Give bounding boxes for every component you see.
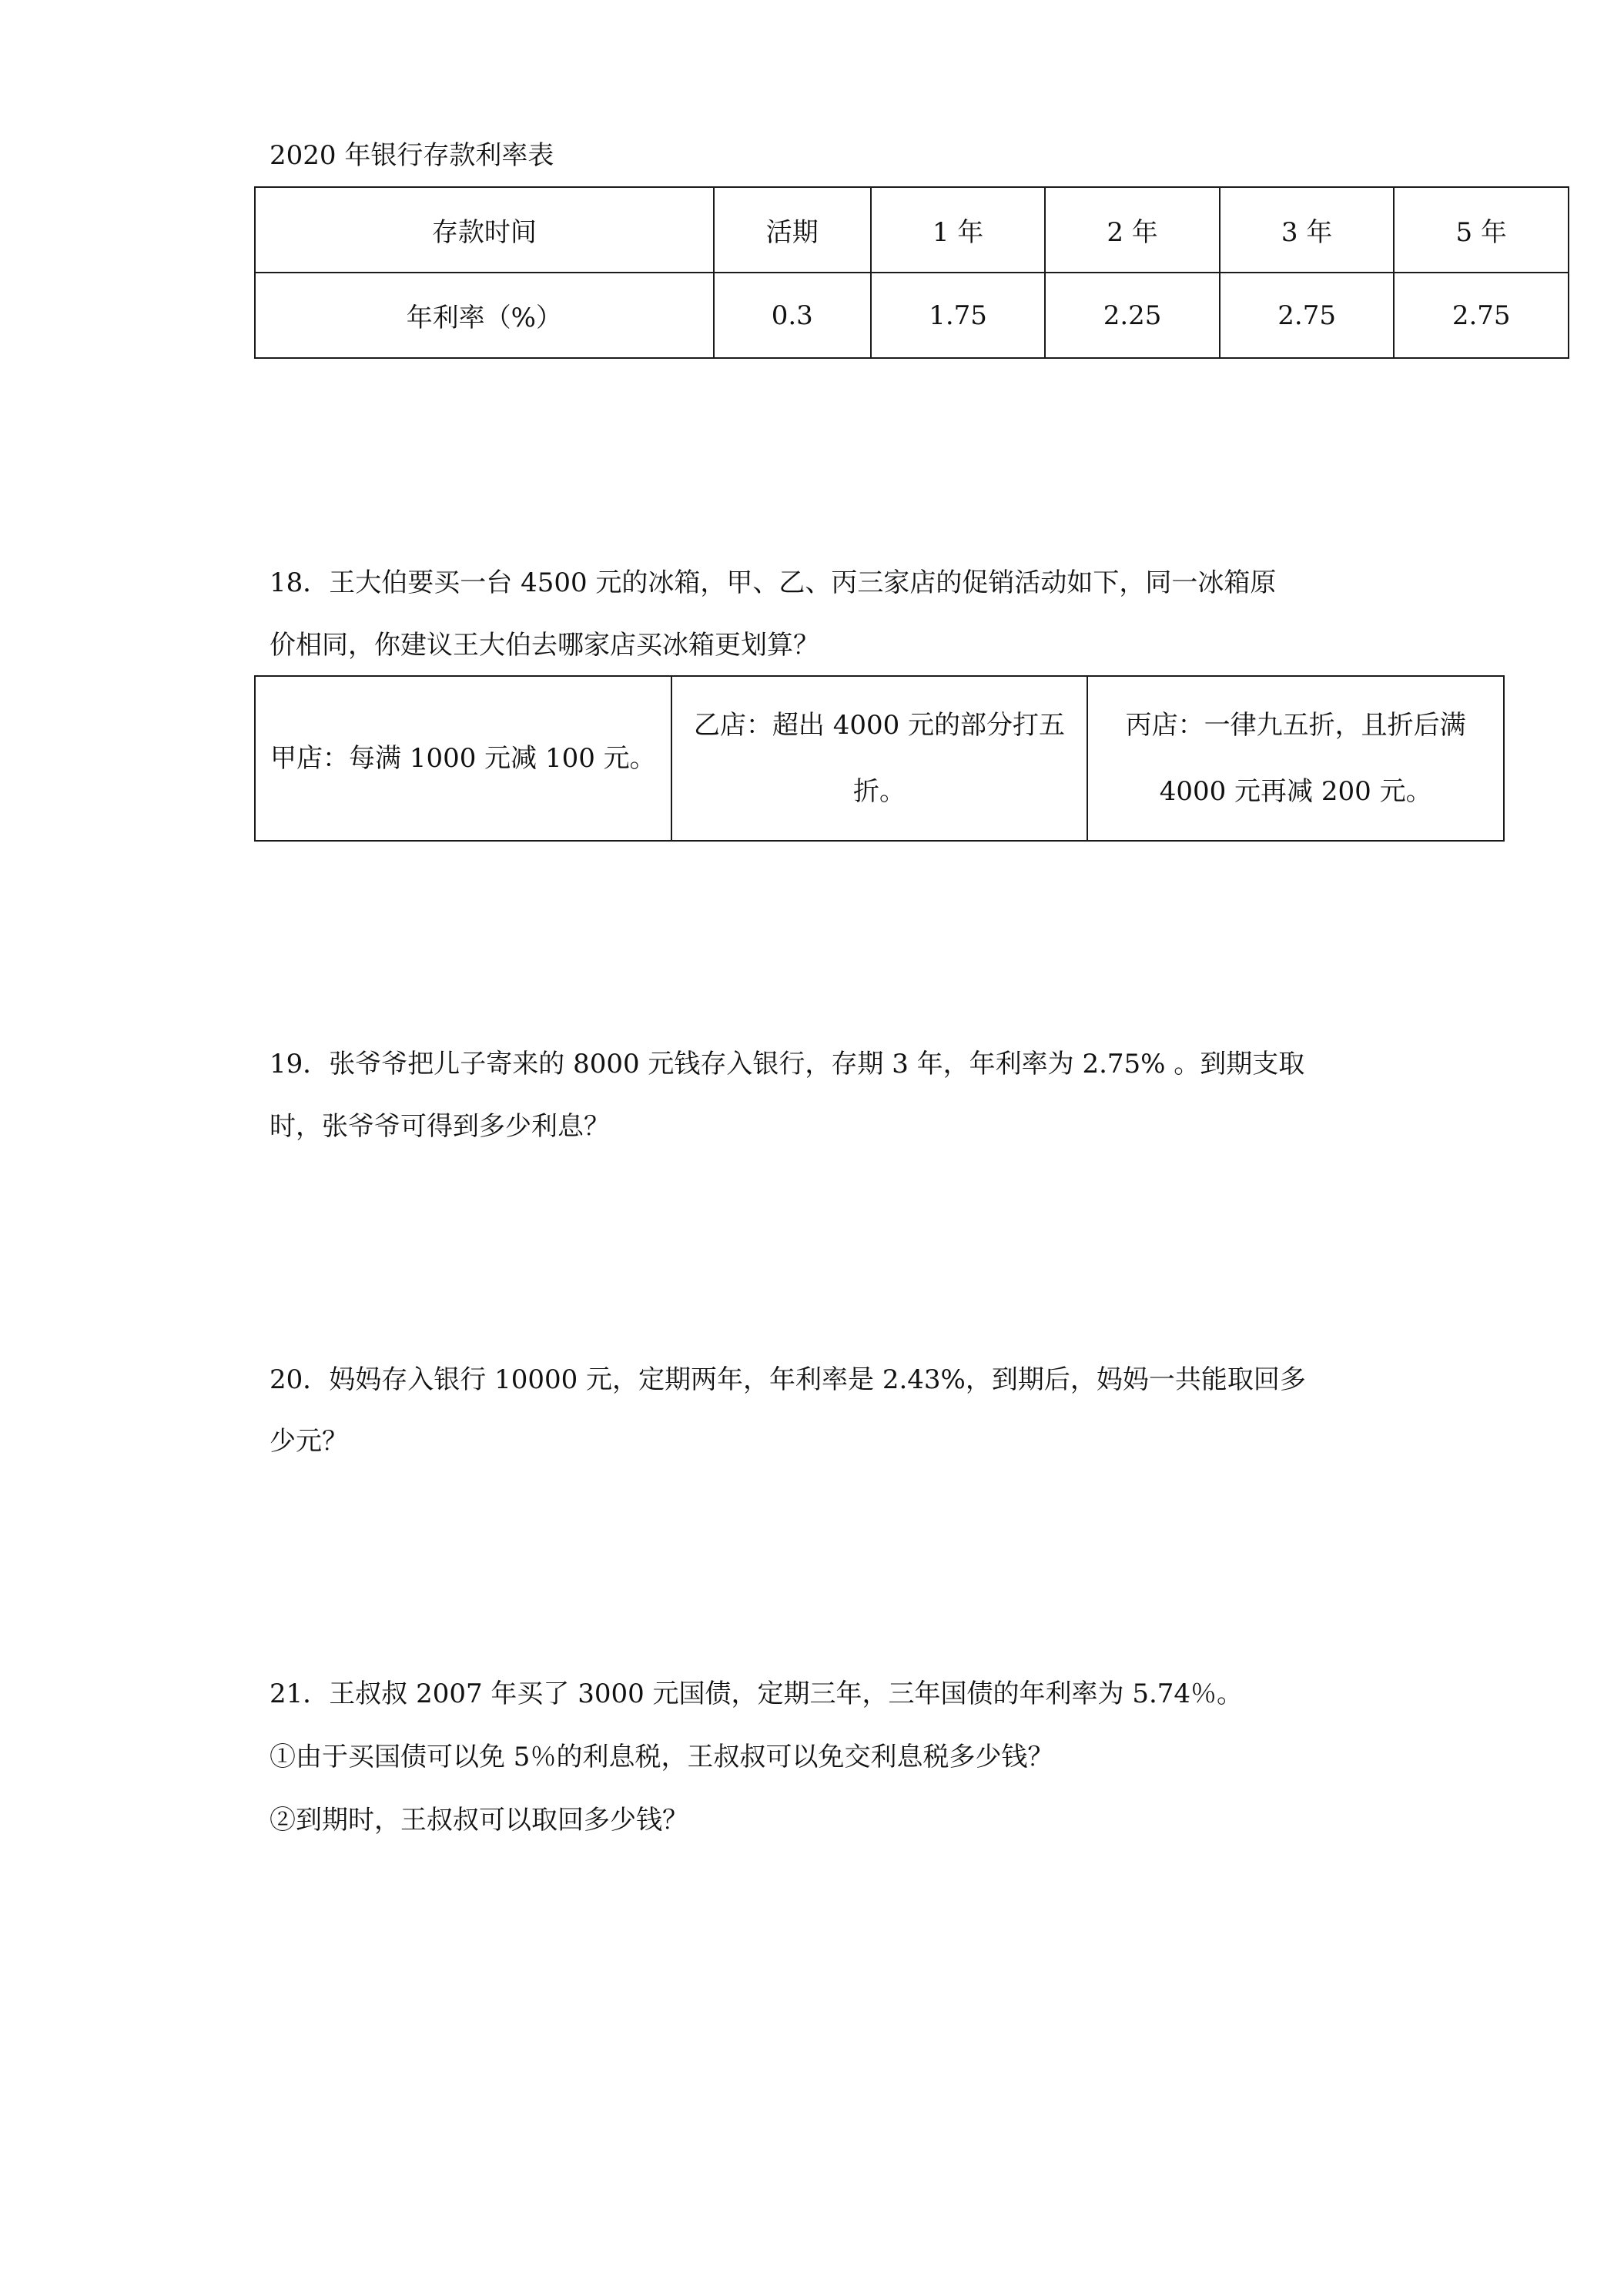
table-header-cell: 1 年	[871, 187, 1046, 273]
store-jia-cell	[255, 676, 671, 841]
store-yi-cell	[671, 676, 1088, 841]
q19-text-line1: 19．张爷爷把儿子寄来的 8000 元钱存入银行，存期 3 年，年利率为 2.75% 。到期支取	[270, 1049, 1305, 1079]
table-header-cell: 2 年	[1045, 187, 1220, 273]
store-bing-line2: 4000 元再减 200 元。	[1159, 776, 1432, 807]
q20-text-line2: 少元？	[270, 1426, 348, 1457]
q20-text-line1: 20．妈妈存入银行 10000 元，定期两年，年利率是 2.43%，到期后，妈妈一共能取回多	[270, 1364, 1306, 1395]
table-cell: 年利率（%）	[255, 273, 714, 358]
table-header-cell: 存款时间	[255, 187, 714, 273]
q21-text-line1: 21．王叔叔 2007 年买了 3000 元国债，定期三年，三年国债的年利率为 5.74％。	[270, 1678, 1244, 1709]
q18-text-line1: 18．王大伯要买一台 4500 元的冰箱，甲、乙、丙三家店的促销活动如下，同一冰箱原	[270, 567, 1277, 598]
table-cell: 1.75	[871, 273, 1046, 358]
store-yi-line2: 折。	[852, 776, 906, 807]
store-yi-line1: 乙店：超出 4000 元的部分打五	[693, 710, 1066, 741]
store-bing-line1: 丙店：一律九五折，且折后满	[1125, 710, 1466, 741]
table-cell: 2.25	[1045, 273, 1220, 358]
table-row	[255, 676, 1504, 841]
q21-subquestion-2: ②到期时，王叔叔可以取回多少钱？	[270, 1805, 688, 1836]
table-cell: 2.75	[1394, 273, 1569, 358]
table-cell: 2.75	[1220, 273, 1395, 358]
store-jia-line1: 甲店：每满 1000 元减 100 元。	[270, 743, 656, 774]
store-promotion-table	[254, 675, 1505, 842]
table-header-row	[255, 187, 1569, 273]
q21-subquestion-1: ①由于买国债可以免 5％的利息税，王叔叔可以免交利息税多少钱？	[270, 1742, 1054, 1772]
table-row	[255, 273, 1569, 358]
table-header-cell: 3 年	[1220, 187, 1395, 273]
store-bing-cell	[1087, 676, 1504, 841]
table-title: 2020 年银行存款利率表	[270, 140, 554, 171]
interest-rate-table	[254, 186, 1569, 359]
q19-text-line2: 时，张爷爷可得到多少利息？	[270, 1111, 610, 1142]
table-header-cell: 活期	[714, 187, 871, 273]
table-cell: 0.3	[714, 273, 871, 358]
table-header-cell: 5 年	[1394, 187, 1569, 273]
q18-text-line2: 价相同，你建议王大伯去哪家店买冰箱更划算？	[270, 630, 819, 661]
